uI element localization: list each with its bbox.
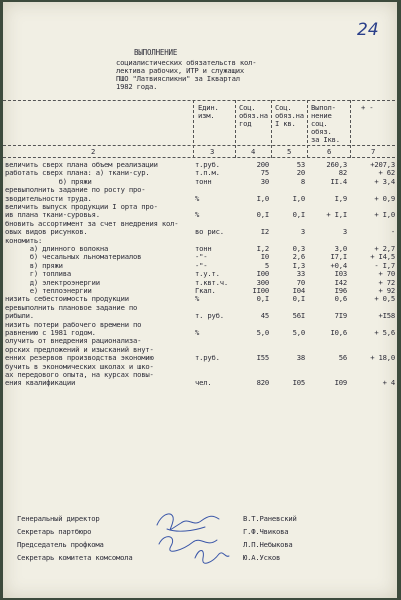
row-value: - [390, 227, 395, 237]
row-value: + 3,4 [374, 176, 395, 186]
row-unit: тонн [195, 176, 212, 186]
row-value: I,0 [292, 193, 305, 203]
row-unit: % [195, 193, 200, 203]
row-value: 5,0 [292, 328, 305, 337]
row-unit: % [195, 328, 200, 337]
row-value: + 72 [378, 277, 395, 287]
row-unit: % [195, 294, 200, 304]
header-year: обяз.на [239, 111, 268, 120]
row-label: енних резервов производства экономию [5, 353, 154, 363]
row-value: 53 [296, 160, 305, 169]
signature-name: В.Т.Раневский [243, 514, 297, 523]
row-label: ив плана ткани-суровья. [5, 210, 100, 220]
row-value: + I,I [326, 210, 347, 220]
column-number: 6 [327, 147, 332, 156]
row-value: 56I [292, 311, 305, 321]
column-number: 3 [210, 147, 215, 156]
row-value: I42 [334, 277, 347, 287]
header-year: год [239, 119, 252, 128]
row-unit: -"- [195, 260, 208, 270]
header-done: за Iкв. [311, 135, 340, 144]
row-value: +I58 [378, 311, 395, 321]
row-unit: т. руб. [195, 311, 224, 321]
row-value: 82 [338, 168, 347, 178]
row-label: работать сверх плана: а) ткани-сур. [5, 168, 150, 178]
row-label: бучить в экономических школах и шко- [5, 361, 154, 371]
row-value: I03 [334, 269, 347, 279]
row-value: + 0,5 [374, 294, 395, 304]
row-value: 5 [264, 260, 269, 270]
row-value: I7,I [330, 252, 347, 262]
row-unit: Гкал. [195, 286, 216, 295]
header-year: Соц. [239, 103, 256, 112]
row-value: 0,I [292, 210, 305, 220]
row-value: I,3 [292, 260, 305, 270]
row-label: г) топлива [5, 269, 72, 279]
signature-name: Л.П.Небыкова [243, 540, 293, 549]
subtitle-line: социалистических обязательств кол- [116, 58, 257, 67]
row-label: еревыполнить задание по росту про- [5, 185, 146, 195]
column-number: 4 [251, 147, 256, 156]
header-quarter: I кв. [275, 119, 296, 128]
row-value: 0,3 [292, 244, 305, 253]
row-unit: т.п.м. [195, 168, 220, 178]
row-label: низить потери рабочего времени по [5, 319, 142, 329]
row-value: 2,6 [292, 252, 305, 262]
row-value: 0,I [256, 210, 269, 220]
row-value: + 62 [378, 168, 395, 178]
header-done: обяз. [311, 127, 332, 136]
row-value: 30 [260, 176, 269, 186]
row-label: равнению с 1981 годом. [5, 328, 96, 337]
row-value: +207,3 [370, 160, 395, 169]
column-number: 5 [287, 147, 292, 156]
row-value: 45 [260, 311, 269, 321]
row-unit: т.руб. [195, 353, 220, 363]
row-value: 0,I [256, 294, 269, 304]
row-label: низить себестоимость продукции [5, 294, 129, 304]
row-label: еревыполнить плановое задание по [5, 302, 138, 312]
row-value: I,9 [334, 193, 347, 203]
row-unit: чел. [195, 378, 212, 388]
row-value: 70 [296, 277, 305, 287]
row-unit: тонн [195, 244, 212, 253]
subtitle-line: ПШО "Латвиясликни" за Iквартал [116, 74, 240, 83]
row-value: 3,0 [334, 244, 347, 253]
row-label: величить сверх плана объем реализации [5, 160, 158, 169]
row-unit: т.квт.ч. [195, 277, 229, 287]
row-unit: т.руб. [195, 160, 220, 169]
signature-role: Генеральный директор [17, 514, 100, 523]
row-value: I,2 [256, 244, 269, 253]
row-label: зводительности труда. [5, 193, 92, 203]
column-number: 2 [91, 147, 96, 156]
header-done: нение [311, 111, 332, 120]
row-value: + I4,5 [370, 252, 395, 262]
row-value: + I,0 [374, 210, 395, 220]
row-value: - I,7 [374, 260, 395, 270]
signature-name: Ю.А.Усков [243, 553, 281, 562]
header-done: соц. [311, 119, 328, 128]
row-value: +0,4 [330, 260, 347, 270]
row-label: б) пряжи [5, 176, 92, 186]
row-label: величить выпуск продукции I орта про- [5, 202, 158, 211]
row-value: 300 [256, 277, 269, 287]
document-page [3, 2, 397, 598]
row-value: I,0 [256, 193, 269, 203]
row-value: + 4 [382, 378, 395, 388]
signature-role: Председатель профкома [17, 540, 104, 549]
row-value: + 5,6 [374, 328, 395, 337]
row-value: I00 [256, 269, 269, 279]
signature-name: Г.Ф.Чвикова [243, 527, 289, 536]
row-value: 820 [256, 378, 269, 388]
signature-role: Секретарь комитета комсомола [17, 553, 133, 562]
row-value: II00 [252, 286, 269, 295]
row-label: олучить от внедрения рационализа- [5, 336, 142, 346]
row-value: I04 [292, 286, 305, 295]
row-unit: -"- [195, 252, 208, 262]
row-label: б) чесальных льноматериалов [5, 252, 142, 262]
row-value: II.4 [330, 176, 347, 186]
subtitle-line: 1982 года. [116, 82, 158, 91]
column-number: 7 [371, 147, 376, 156]
row-label: рибыли. [5, 311, 34, 321]
row-value: 20 [296, 168, 305, 178]
header-done: Выпол- [311, 103, 336, 112]
row-value: 3 [300, 227, 305, 237]
row-value: + 0,9 [374, 193, 395, 203]
row-value: I96 [334, 286, 347, 295]
document-title: ВЫПОЛНЕНИЕ [134, 48, 178, 57]
row-value: 260,3 [326, 160, 347, 169]
row-unit: во рис. [195, 227, 224, 237]
row-label: ах передового опыта, на курсах повы- [5, 370, 154, 379]
row-label: ения квалификации [5, 378, 76, 388]
header-quarter: Соц. [275, 103, 292, 112]
row-value: + 92 [378, 286, 395, 295]
row-value: 200 [256, 160, 269, 169]
row-value: I2 [260, 227, 269, 237]
row-value: 75 [260, 168, 269, 178]
row-label: е) теплоэнергии [5, 286, 92, 295]
row-value: I09 [334, 378, 347, 388]
row-value: 8 [300, 176, 305, 186]
handwritten-signature [191, 546, 231, 566]
row-label: кономить: [5, 235, 43, 245]
row-unit: т.у.т. [195, 269, 220, 279]
row-value: + 70 [378, 269, 395, 279]
row-value: 5,0 [256, 328, 269, 337]
header-unit: Един. [198, 103, 219, 112]
row-value: I0,6 [330, 328, 347, 337]
row-value: 0,6 [334, 294, 347, 304]
signature-role: Секретарь партбюро [17, 527, 92, 536]
row-value: 3 [342, 227, 347, 237]
row-value: + 18,0 [370, 353, 395, 363]
header-quarter: обяз.на [275, 111, 304, 120]
row-value: 0,I [292, 294, 305, 304]
row-value: + 2,7 [374, 244, 395, 253]
row-unit: % [195, 210, 200, 220]
row-value: 33 [296, 269, 305, 279]
header-unit: изм. [198, 111, 215, 120]
row-label: а) длинного волокна [5, 244, 109, 253]
row-value: 38 [296, 353, 305, 363]
header-diff: + - [361, 103, 374, 112]
row-value: 56 [338, 353, 347, 363]
row-label: бновить ассортимент за счет внедрения кол- [5, 218, 179, 228]
row-value: 7I9 [334, 311, 347, 321]
row-value: I05 [292, 378, 305, 388]
row-label: в) пряжи [5, 260, 63, 270]
subtitle-line: лектива рабочих, ИТР и служащих [116, 66, 244, 75]
page-number: 24 [357, 20, 379, 40]
row-value: I0 [260, 252, 269, 262]
row-label: д) электроэнергии [5, 277, 100, 287]
row-label: орских предложений и изысканий внут- [5, 344, 154, 354]
row-label: овых видов рисунков. [5, 227, 88, 237]
row-value: I55 [256, 353, 269, 363]
